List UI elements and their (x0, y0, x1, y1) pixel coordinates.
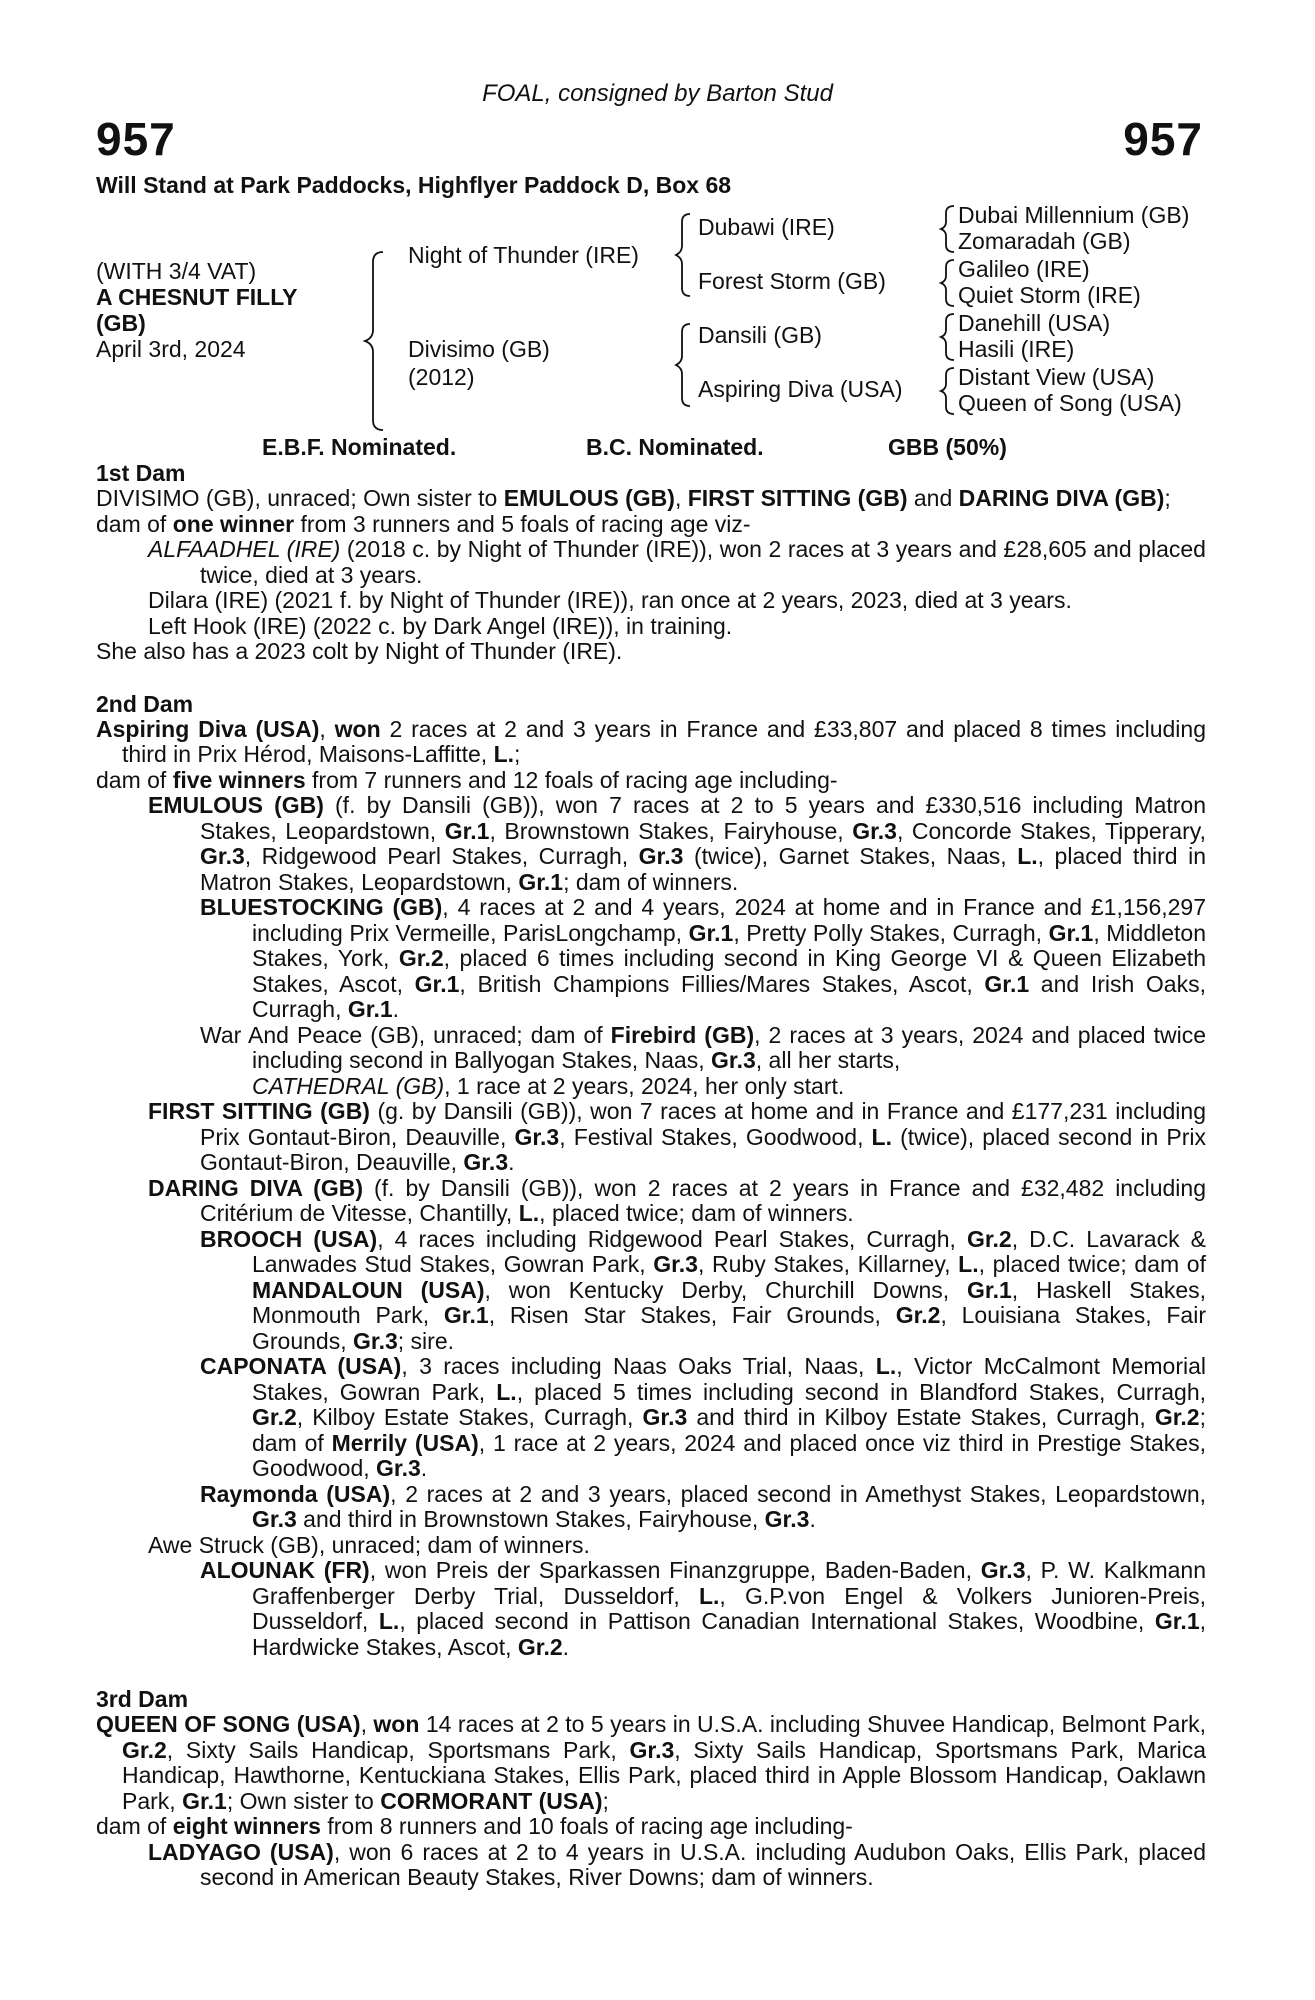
section-third-dam: 3rd Dam (96, 1686, 189, 1712)
horse-description: A CHESNUT FILLY (96, 284, 298, 310)
produce-caponata: CAPONATA (USA), 3 races including Naas Oaks Trial, Naas, L., Victor McCalmont Memorial Stakes, Gowran Park, L., placed 5 times including second in Blandford Stakes, Curragh, Gr.2, Kilboy Estate Stakes, Curragh, Gr.3 and third in Kilboy Estate Stakes, Curragh, Gr.2; dam of Merrily (USA), 1 race at 2 years, 2024 and placed once viz third in Prestige Stakes, Goodwood, Gr.3. (200, 1353, 1207, 1481)
second-dam-produce: dam of five winners from 7 runners and 12 foals of racing age including- (96, 766, 838, 793)
pedigree-g3: Galileo (IRE) (958, 256, 1090, 282)
pedigree-dam-dam: Aspiring Diva (USA) (698, 376, 903, 402)
pedigree-dam-year: (2012) (408, 364, 475, 390)
ebf-nominated: E.B.F. Nominated. (262, 434, 457, 460)
produce-alfaadhel: ALFAADHEL (IRE) (2018 c. by Night of Thunder (IRE)), won 2 races at 3 years and £28,605 and placed twice, died at 3 years. (148, 536, 1206, 588)
produce-dilara: Dilara (IRE) (2021 f. by Night of Thunder (IRE)), ran once at 2 years, 2023, died at 3 years. (148, 587, 1072, 613)
consignment-line: FOAL, consigned by Barton Stud (482, 80, 833, 107)
pedigree-sire-sire: Dubawi (IRE) (698, 214, 835, 240)
bc-nominated: B.C. Nominated. (586, 434, 764, 460)
section-first-dam: 1st Dam (96, 460, 186, 486)
catalogue-body (96, 460, 1206, 1891)
pedigree-dam-sire: Dansili (GB) (698, 322, 822, 348)
pedigree-g6: Hasili (IRE) (958, 336, 1075, 362)
produce-war-and-peace: War And Peace (GB), unraced; dam of Firebird (GB), 2 races at 3 years, 2024 and placed twice including second in Ballyogan Stakes, Naas, Gr.3, all her starts, CATHEDRAL (GB), 1 race at 2 years, 2024, her only start. (200, 1021, 1207, 1099)
pedigree-g1: Dubai Millennium (GB) (958, 202, 1190, 228)
pedigree-g5: Danehill (USA) (958, 310, 1111, 336)
third-dam-produce: dam of eight winners from 8 runners and 10 foals of racing age including- (96, 1813, 853, 1839)
third-dam-entry: QUEEN OF SONG (USA), won 14 races at 2 to 5 years in U.S.A. including Shuvee Handicap, Belmont Park, Gr.2, Sixty Sails Handicap, Sportsmans Park, Gr.3, Sixty Sails Handicap, Sportsmans Park, Marica Handicap, Hawthorne, Kentuckiana Stakes, Ellis Park, placed third in Apple Blossom Handicap, Oaklawn Park, Gr.1; Own sister to CORMORANT (USA); (96, 1711, 1207, 1814)
pedigree-g2: Zomaradah (GB) (958, 228, 1131, 254)
produce-awe-struck: Awe Struck (GB), unraced; dam of winners. (148, 1531, 590, 1558)
section-second-dam: 2nd Dam (96, 690, 194, 717)
lot-number-left: 957 (96, 113, 176, 165)
produce-first-sitting: FIRST SITTING (GB) (g. by Dansili (GB)), won 7 races at home and in France and £177,231 including Prix Gontaut-Biron, Deauville, Gr.3, Festival Stakes, Goodwood, L. (twice), placed second in Prix Gontaut-Biron, Deauville, Gr.3. (148, 1098, 1206, 1175)
lot-number-right: 957 (1123, 113, 1203, 165)
first-dam-entry: DIVISIMO (GB), unraced; Own sister to EMULOUS (GB), FIRST SITTING (GB) and DARING DIVA (GB); (96, 485, 1171, 511)
pedigree-g7: Distant View (USA) (958, 364, 1155, 390)
horse-description-country: (GB) (96, 310, 146, 336)
produce-bluestocking: BLUESTOCKING (GB), 4 races at 2 and 4 years, 2024 at home and in France and £1,156,297 including Prix Vermeille, ParisLongchamp, Gr.1, Pretty Polly Stakes, Curragh, Gr.1, Middleton Stakes, York, Gr.2, placed 6 times including second in King George VI & Queen Elizabeth Stakes, Ascot, Gr.1, British Champions Fillies/Mares Stakes, Ascot, Gr.1 and Irish Oaks, Curragh, Gr.1. (200, 894, 1206, 1022)
first-dam-produce: dam of one winner from 3 runners and 5 foals of racing age viz- (96, 510, 751, 537)
horse-foaled: April 3rd, 2024 (96, 336, 246, 362)
second-dam-entry: Aspiring Diva (USA), won 2 races at 2 and 3 years in France and £33,807 and placed 8 times including third in Prix Hérod, Maisons-Laffitte, L.; (96, 715, 1207, 767)
pedigree-sire-dam: Forest Storm (GB) (698, 268, 886, 294)
produce-ladyago: LADYAGO (USA), won 6 races at 2 to 4 years in U.S.A. including Audubon Oaks, Ellis Park, placed second in American Beauty Stakes, River Downs; dam of winners. (148, 1838, 1206, 1890)
stand-location: Will Stand at Park Paddocks, Highflyer Paddock D, Box 68 (96, 172, 732, 198)
gbb-status: GBB (50%) (888, 434, 1007, 460)
produce-emulous: EMULOUS (GB) (f. by Dansili (GB)), won 7 races at 2 to 5 years and £330,516 including Matron Stakes, Leopardstown, Gr.1, Brownstown Stakes, Fairyhouse, Gr.3, Concorde Stakes, Tipperary, Gr.3, Ridgewood Pearl Stakes, Curragh, Gr.3 (twice), Garnet Stakes, Naas, L., placed third in Matron Stakes, Leopardstown, Gr.1; dam of winners. (148, 792, 1206, 895)
produce-raymonda: Raymonda (USA), 2 races at 2 and 3 years, placed second in Amethyst Stakes, Leopardstown, Gr.3 and third in Brownstown Stakes, Fairyhouse, Gr.3. (200, 1480, 1206, 1532)
pedigree-g8: Queen of Song (USA) (958, 390, 1182, 416)
produce-brooch: BROOCH (USA), 4 races including Ridgewood Pearl Stakes, Curragh, Gr.2, D.C. Lavarack & Lanwades Stud Stakes, Gowran Park, Gr.3, Ruby Stakes, Killarney, L., placed twice; dam of MANDALOUN (USA), won Kentucky Derby, Churchill Downs, Gr.1, Haskell Stakes, Monmouth Park, Gr.1, Risen Star Stakes, Fair Grounds, Gr.2, Louisiana Stakes, Fair Grounds, Gr.3; sire. (200, 1225, 1206, 1354)
produce-alounak: ALOUNAK (FR), won Preis der Sparkassen Finanzgruppe, Baden-Baden, Gr.3, P. W. Kalkmann Graffenberger Derby Trial, Dusseldorf, L., G.P.von Engel & Volkers Junioren-Preis, Dusseldorf, L., placed second in Pattison Canadian International Stakes, Woodbine, Gr.1, Hardwicke Stakes, Ascot, Gr.2. (200, 1557, 1207, 1660)
pedigree-sire: Night of Thunder (IRE) (408, 242, 639, 268)
produce-note: She also has a 2023 colt by Night of Thunder (IRE). (96, 638, 623, 664)
pedigree-dam: Divisimo (GB) (408, 336, 550, 362)
pedigree-g4: Quiet Storm (IRE) (958, 282, 1141, 308)
produce-daring-diva: DARING DIVA (GB) (f. by Dansili (GB)), won 2 races at 2 years in France and £32,482 including Critérium de Vitesse, Chantilly, L., placed twice; dam of winners. (148, 1174, 1206, 1226)
horse-vat: (WITH 3/4 VAT) (96, 258, 257, 284)
produce-left-hook: Left Hook (IRE) (2022 c. by Dark Angel (IRE)), in training. (148, 612, 733, 639)
